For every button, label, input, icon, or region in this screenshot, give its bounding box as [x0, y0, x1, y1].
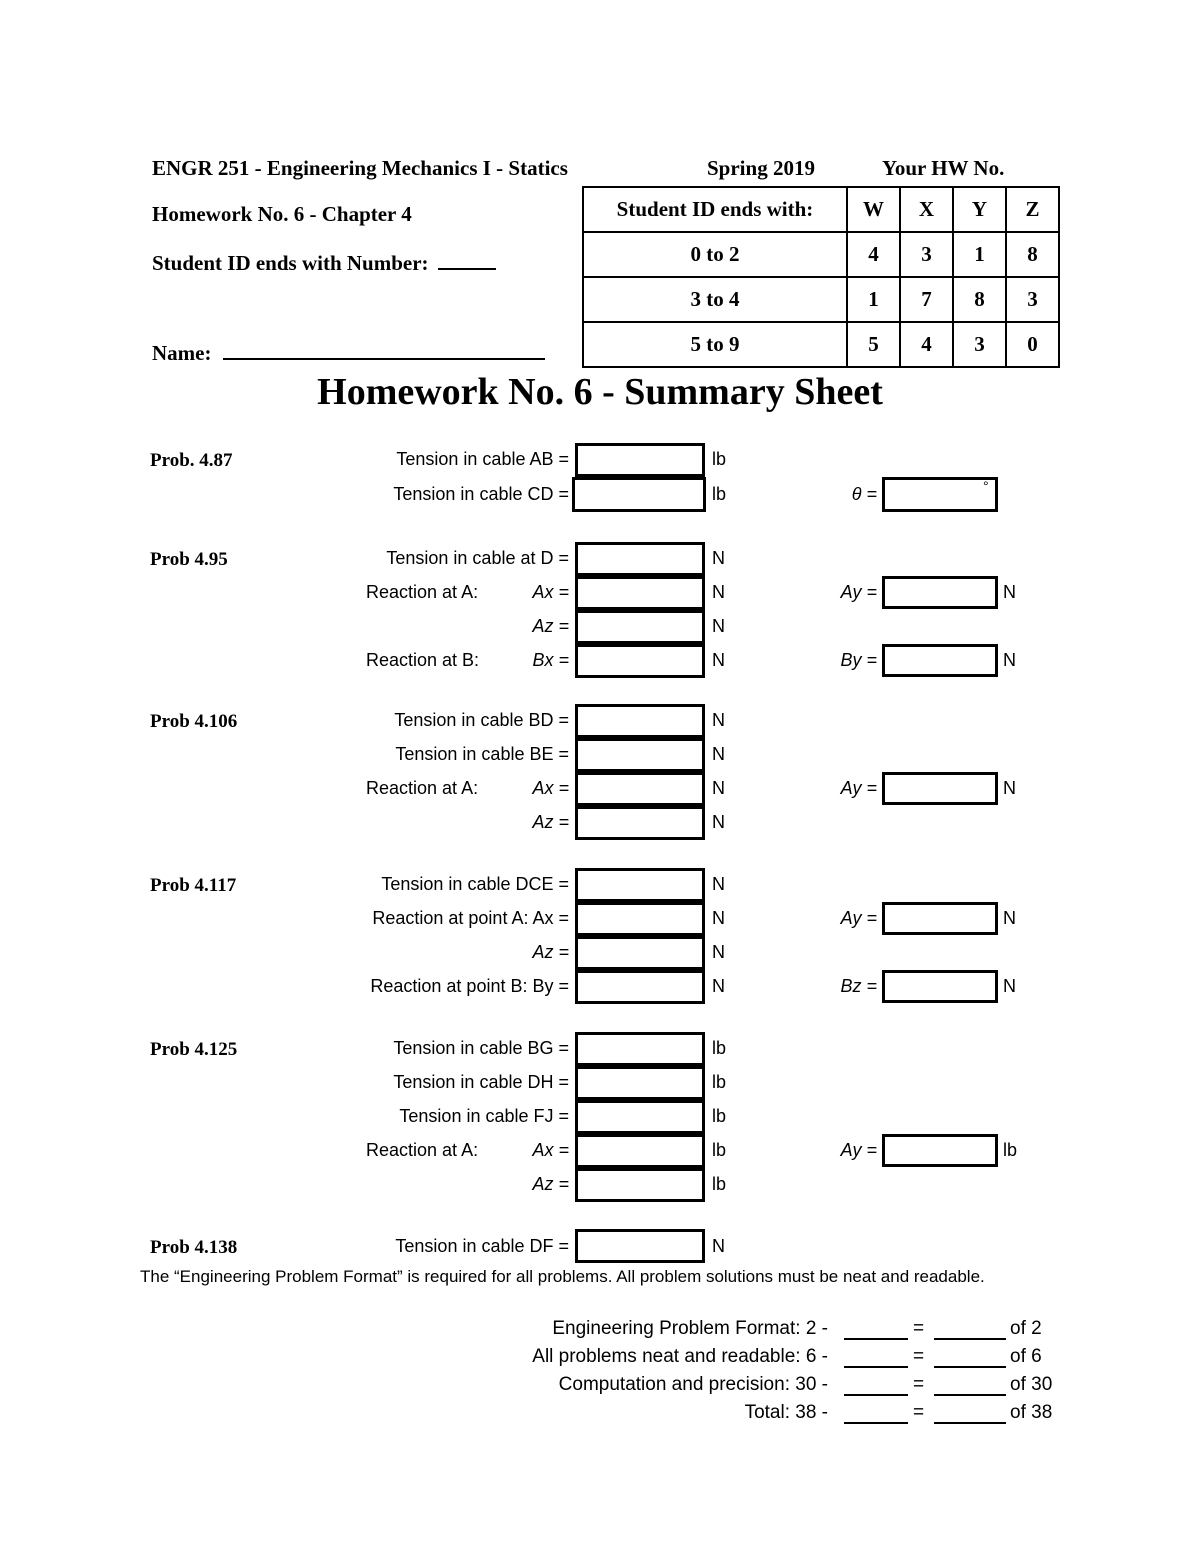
answer-box-dce[interactable] [575, 868, 705, 902]
term: Spring 2019 [707, 156, 815, 180]
score-of: of 2 [1010, 1318, 1042, 1339]
unit-label: N [1003, 976, 1016, 996]
unit-label: N [1003, 778, 1016, 798]
answer-box-bd[interactable] [575, 704, 705, 738]
format-note: The “Engineering Problem Format” is required for all problems. All problem solutions must be neat and readable. [140, 1267, 985, 1286]
unit-label: N [712, 650, 725, 670]
page-title: Homework No. 6 - Summary Sheet [317, 371, 883, 413]
unit-label: N [712, 710, 725, 730]
answer-box-theta[interactable] [882, 477, 998, 512]
score-of: of 6 [1010, 1346, 1042, 1367]
field-label: Tension in cable DF = [395, 1236, 569, 1256]
field-label: Tension in cable FJ = [399, 1106, 569, 1126]
answer-box-ax[interactable] [575, 772, 705, 806]
answer-box-by[interactable] [575, 970, 705, 1004]
table-header: Y [953, 187, 1006, 232]
field-label: Reaction at point B: By = [370, 976, 569, 996]
homework-chapter: Homework No. 6 - Chapter 4 [152, 202, 412, 226]
table-header: W [847, 187, 900, 232]
unit-label: lb [712, 1140, 727, 1160]
field-label: Reaction at A: [366, 778, 479, 798]
answer-box-ay[interactable] [882, 576, 998, 609]
answer-box-be[interactable] [575, 738, 705, 772]
answer-box-d[interactable] [575, 542, 705, 576]
field-label: Bx = [532, 650, 569, 670]
table-cell: 3 to 4 [583, 277, 847, 322]
unit-label: N [712, 874, 725, 894]
answer-box-bz[interactable] [882, 970, 998, 1003]
unit-label: N [1003, 650, 1016, 670]
table-cell: 8 [1006, 232, 1059, 277]
field-label: Tension in cable DCE = [381, 874, 569, 894]
table-cell: 4 [900, 322, 953, 367]
equals-sign: = [913, 1402, 925, 1423]
answer-box-ab[interactable] [575, 443, 705, 477]
problem-title: Prob 4.106 [150, 711, 238, 732]
field-label: Bz = [840, 976, 877, 996]
unit-label: lb [712, 1174, 727, 1194]
table-row [583, 232, 1059, 277]
unit-label: N [712, 812, 725, 832]
field-label: Az = [532, 616, 569, 636]
field-label: Ay = [840, 778, 877, 798]
score-label: Computation and precision: 30 - [558, 1374, 828, 1395]
student-id-blank[interactable] [438, 248, 496, 270]
student-id-field[interactable] [152, 248, 496, 276]
field-label: Reaction at B: [366, 650, 480, 670]
field-label: Az = [532, 942, 569, 962]
score-label: Engineering Problem Format: 2 - [552, 1318, 828, 1339]
answer-box-bg[interactable] [575, 1032, 705, 1066]
field-label: Ax = [532, 582, 569, 602]
table-cell: 1 [953, 232, 1006, 277]
table-cell: 5 to 9 [583, 322, 847, 367]
answer-box-df[interactable] [575, 1229, 705, 1263]
unit-label: lb [712, 1106, 727, 1126]
equals-sign: = [913, 1346, 925, 1367]
unit-label: N [712, 744, 725, 764]
unit-label: N [712, 1236, 725, 1256]
name-field[interactable] [152, 338, 545, 366]
field-label: θ = [851, 484, 877, 504]
field-label: Reaction at point A: Ax = [372, 908, 569, 928]
unit-label: lb [712, 1072, 727, 1092]
score-result-blank[interactable] [934, 1338, 1006, 1340]
unit-label: lb [1003, 1140, 1018, 1160]
table-cell: 0 to 2 [583, 232, 847, 277]
score-of: of 38 [1010, 1402, 1053, 1423]
field-label: Tension in cable CD = [393, 484, 569, 504]
table-cell: 0 [1006, 322, 1059, 367]
field-label: Tension in cable BD = [394, 710, 569, 730]
answer-box-az[interactable] [575, 610, 705, 644]
table-header: Z [1006, 187, 1059, 232]
field-label: By = [840, 650, 877, 670]
unit-label: N [712, 616, 725, 636]
table-row [583, 322, 1059, 367]
unit-label: lb [712, 449, 727, 469]
answer-box-ay[interactable] [882, 772, 998, 805]
answer-box-az[interactable] [575, 1168, 705, 1202]
table-header: X [900, 187, 953, 232]
field-label: Tension in cable at D = [386, 548, 569, 568]
answer-box-by[interactable] [882, 644, 998, 677]
table-cell: 5 [847, 322, 900, 367]
answer-box-dh[interactable] [575, 1066, 705, 1100]
unit-label: lb [712, 1038, 727, 1058]
score-blank[interactable] [844, 1338, 908, 1340]
unit-label: N [712, 548, 725, 568]
table-cell: 8 [953, 277, 1006, 322]
score-label: Total: 38 - [744, 1402, 828, 1423]
field-label: Ay = [840, 582, 877, 602]
equals-sign: = [913, 1374, 925, 1395]
unit-label: N [712, 778, 725, 798]
problem-title: Prob 4.95 [150, 549, 228, 570]
table-header-row [583, 187, 1059, 232]
unit-label: N [712, 582, 725, 602]
student-id-table [582, 186, 1060, 368]
unit-label: N [712, 976, 725, 996]
unit-label: N [712, 908, 725, 928]
table-cell: 3 [1006, 277, 1059, 322]
equals-sign: = [913, 1318, 925, 1339]
unit-label: N [1003, 908, 1016, 928]
name-label: Name: [152, 341, 212, 365]
field-label: Tension in cable BE = [395, 744, 569, 764]
field-label: Ax = [532, 778, 569, 798]
field-label: Az = [532, 1174, 569, 1194]
answer-box-ax[interactable] [575, 902, 705, 936]
course-title: ENGR 251 - Engineering Mechanics I - Statics [152, 156, 568, 180]
table-cell: 3 [900, 232, 953, 277]
table-header: Student ID ends with: [583, 187, 847, 232]
answer-box-ay[interactable] [882, 902, 998, 935]
field-label: Ay = [840, 908, 877, 928]
unit-label: N [712, 942, 725, 962]
field-label: Reaction at A: [366, 1140, 479, 1160]
table-cell: 4 [847, 232, 900, 277]
answer-box-az[interactable] [575, 936, 705, 970]
score-blank[interactable] [844, 1366, 908, 1368]
your-hw-no-label: Your HW No. [882, 156, 1005, 180]
answer-box-bx[interactable] [575, 644, 705, 678]
score-result-blank[interactable] [934, 1422, 1006, 1424]
table-cell: 3 [953, 322, 1006, 367]
problem-title: Prob 4.138 [150, 1237, 238, 1258]
score-result-blank[interactable] [934, 1366, 1006, 1368]
score-label: All problems neat and readable: 6 - [532, 1346, 828, 1367]
student-id-label: Student ID ends with Number: [152, 251, 429, 275]
field-label: Ay = [840, 1140, 877, 1160]
problem-title: Prob. 4.87 [150, 450, 233, 471]
field-label: Tension in cable BG = [393, 1038, 569, 1058]
field-label: Tension in cable DH = [393, 1072, 569, 1092]
table-cell: 1 [847, 277, 900, 322]
answer-box-ax[interactable] [575, 1134, 705, 1168]
answer-box-fj[interactable] [575, 1100, 705, 1134]
score-of: of 30 [1010, 1374, 1053, 1395]
answer-box-az[interactable] [575, 806, 705, 840]
answer-box-ax[interactable] [575, 576, 705, 610]
field-label: Tension in cable AB = [396, 449, 569, 469]
name-blank[interactable] [223, 338, 545, 360]
score-blank[interactable] [844, 1394, 908, 1396]
score-blank[interactable] [844, 1422, 908, 1424]
problem-title: Prob 4.117 [150, 875, 237, 896]
unit-label: ° [983, 478, 989, 494]
field-label: Az = [532, 812, 569, 832]
field-label: Reaction at A: [366, 582, 479, 602]
problem-title: Prob 4.125 [150, 1039, 238, 1060]
unit-label: lb [712, 484, 727, 504]
table-row [583, 277, 1059, 322]
answer-box-cd[interactable] [572, 477, 706, 512]
answer-box-ay[interactable] [882, 1134, 998, 1167]
score-result-blank[interactable] [934, 1394, 1006, 1396]
table-cell: 7 [900, 277, 953, 322]
unit-label: N [1003, 582, 1016, 602]
field-label: Ax = [532, 1140, 569, 1160]
